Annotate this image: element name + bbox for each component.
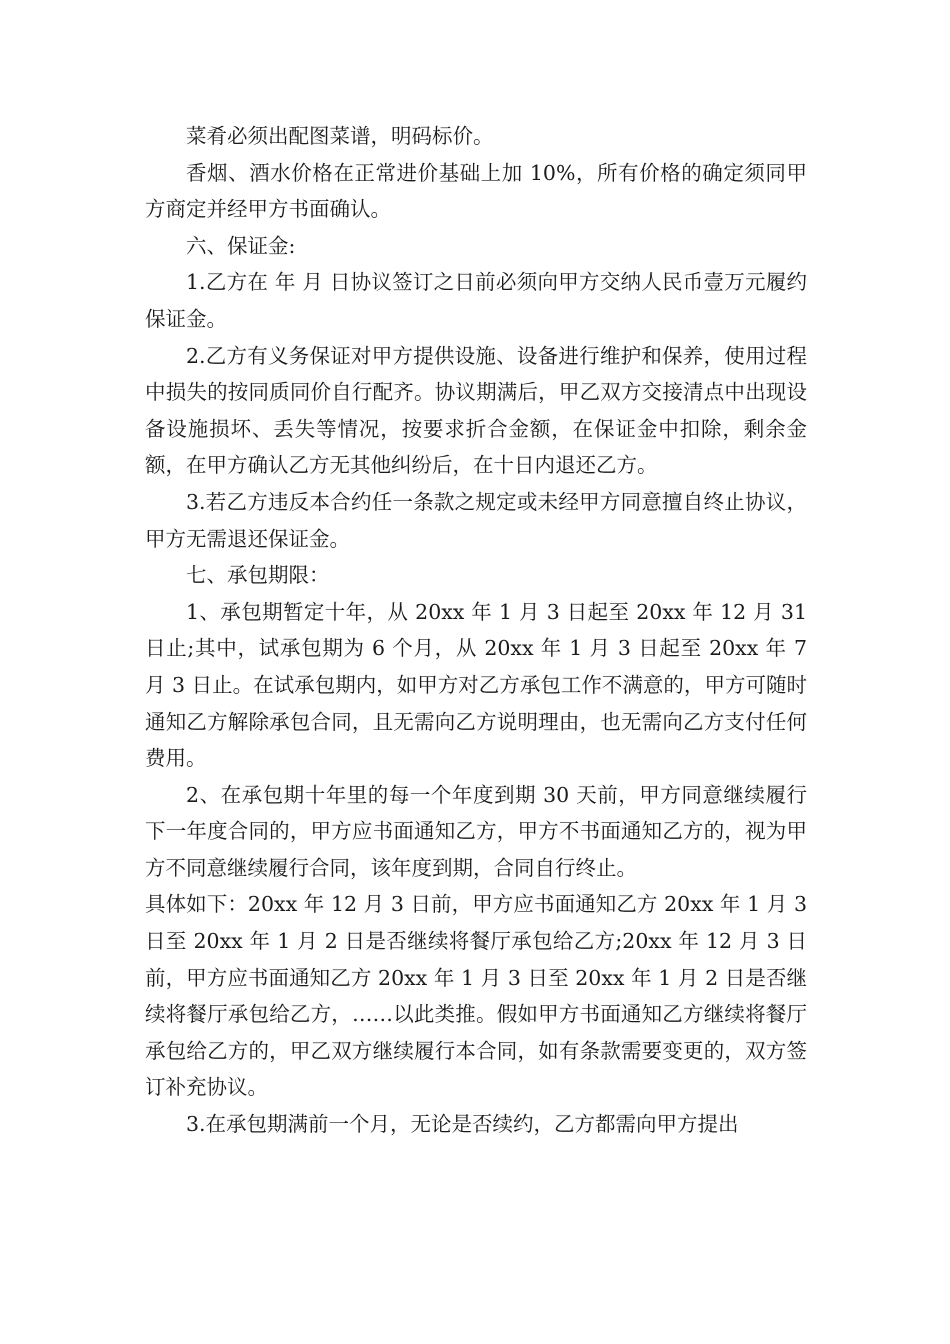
section-heading-contract-term: 七、承包期限： — [186, 563, 330, 588]
paragraph-tobacco-wine-pricing: 香烟、酒水价格在正常进价基础上加 10%，所有价格的确定须同甲方商定并经甲方书面确认。 — [145, 160, 807, 222]
paragraph-deposit-clause-1: 1.乙方在 年 月 日协议签订之日前必须向甲方交纳人民币壹万元履约保证金。 — [145, 270, 807, 331]
section-heading-deposit: 六、保证金: — [186, 233, 296, 258]
document-page — [145, 118, 807, 1143]
paragraph-term-clause-2: 2、在承包期十年里的每一个年度到期 30 天前，甲方同意继续履行下一年度合同的，甲方应书面通知乙方，甲方不书面通知乙方的，视为甲方不同意继续履行合同，该年度到期，合同自行终止。 — [145, 782, 807, 880]
paragraph-term-clause-2-details: 具体如下：20xx 年 12 月 3 日前，甲方应书面通知乙方 20xx 年 1 月 3 日至 20xx 年 1 月 2 日是否继续将餐厅承包给乙方;20xx 年 12 月 3 日前，甲方应书面通知乙方 20xx 年 1 月 3 日至 20xx 年 1 月 2 日是否继续将餐厅承包给乙方，……以此类推。假如甲方书面通知乙方继续将餐厅承包给乙方的，甲乙双方继续履行本合同，如有条款需要变更的，双方签订补充协议。 — [145, 892, 807, 1100]
paragraph-dishes-menu: 菜肴必须出配图菜谱，明码标价。 — [186, 124, 494, 148]
paragraph-deposit-clause-2: 2.乙方有义务保证对甲方提供设施、设备进行维护和保养，使用过程中损失的按同质同价自行配齐。协议期满后，甲乙双方交接清点中出现设备设施损坏、丢失等情况，按要求折合金额，在保证金中扣除，剩余金额，在甲方确认乙方无其他纠纷后，在十日内退还乙方。 — [145, 343, 807, 478]
paragraph-term-clause-1: 1、承包期暂定十年，从 20xx 年 1 月 3 日起至 20xx 年 12 月 31 日止;其中，试承包期为 6 个月，从 20xx 年 1 月 3 日起至 20xx 年 7 月 3 日止。在试承包期内，如甲方对乙方承包工作不满意的，甲方可随时通知乙方解除承包合同，且无需向乙方说明理由，也无需向乙方支付任何费用。 — [145, 599, 807, 771]
paragraph-deposit-clause-3: 3.若乙方违反本合约任一条款之规定或未经甲方同意擅自终止协议，甲方无需退还保证金。 — [145, 489, 807, 551]
paragraph-term-clause-3: 3.在承包期满前一个月，无论是否续约，乙方都需向甲方提出 — [186, 1112, 739, 1137]
